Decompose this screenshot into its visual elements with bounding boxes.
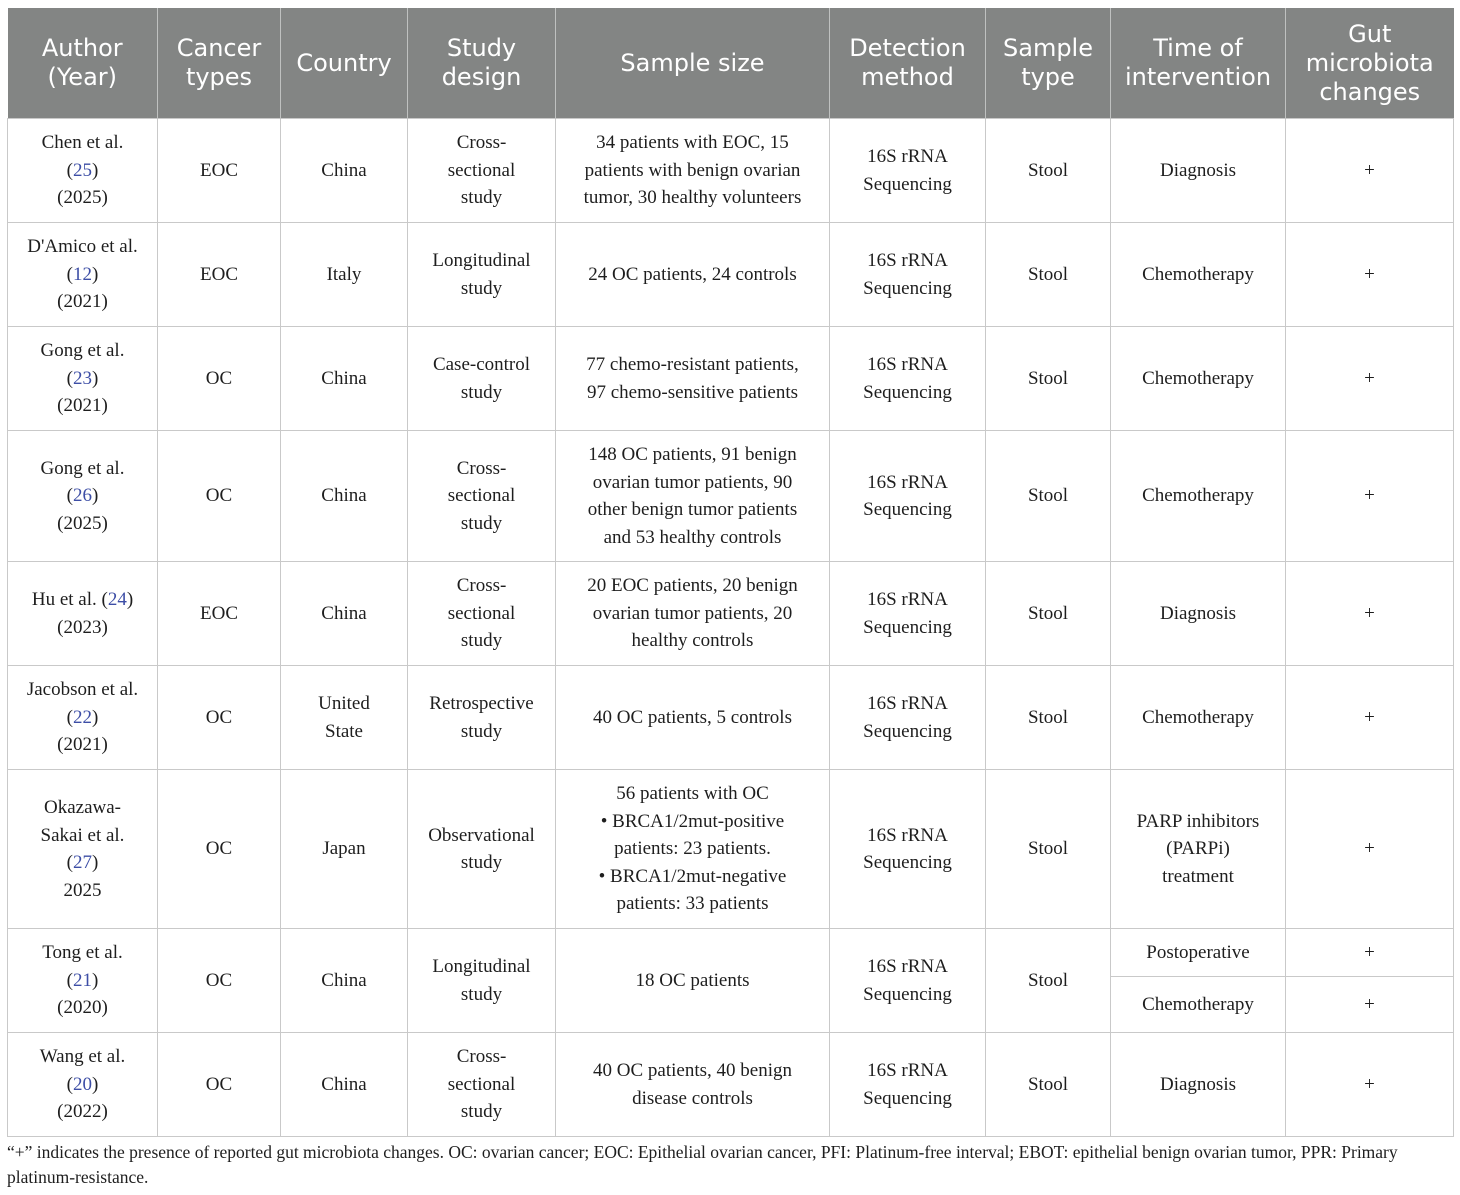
cell-sample-type: Stool: [986, 431, 1111, 562]
cell-detection-method: 16S rRNA Sequencing: [830, 929, 986, 1033]
cell-detection-method: 16S rRNA Sequencing: [830, 327, 986, 431]
cell-sample-size: 20 EOC patients, 20 benign ovarian tumor patients, 20 healthy controls: [556, 562, 830, 666]
cell-gut-microbiota-change: +: [1286, 119, 1454, 223]
cell-time-of-intervention: Chemotherapy: [1111, 223, 1286, 327]
cell-time-of-intervention: Diagnosis: [1111, 1033, 1286, 1137]
cell-study-design: Case-control study: [408, 327, 556, 431]
reference-link[interactable]: 27: [73, 852, 92, 873]
cell-author: Tong et al. (21) (2020): [8, 929, 158, 1033]
cell-gut-microbiota-change: +: [1286, 666, 1454, 770]
cell-cancer-type: OC: [158, 666, 281, 770]
cell-cancer-type: EOC: [158, 119, 281, 223]
cell-sample-size: 18 OC patients: [556, 929, 830, 1033]
cell-study-design: Longitudinal study: [408, 223, 556, 327]
cell-cancer-type: OC: [158, 929, 281, 1033]
cell-sample-type: Stool: [986, 327, 1111, 431]
cell-author: Jacobson et al. (22) (2021): [8, 666, 158, 770]
cell-cancer-type: OC: [158, 1033, 281, 1137]
cell-sample-type: Stool: [986, 562, 1111, 666]
header-time-of-intervention: Time of intervention: [1111, 8, 1286, 119]
cell-country: Japan: [281, 770, 408, 929]
cell-sample-size: 40 OC patients, 5 controls: [556, 666, 830, 770]
cell-country: China: [281, 1033, 408, 1137]
cell-sample-type: Stool: [986, 929, 1111, 1033]
header-cancer-types: Cancer types: [158, 8, 281, 119]
cell-sample-type: Stool: [986, 770, 1111, 929]
reference-link[interactable]: 25: [73, 159, 92, 181]
cell-time-of-intervention: Chemotherapy: [1111, 666, 1286, 770]
cell-gut-microbiota-change: +: [1286, 929, 1454, 977]
study-table-container: [7, 8, 1453, 1137]
header-detection-method: Detection method: [830, 8, 986, 119]
cell-country: China: [281, 929, 408, 1033]
table-row: [8, 666, 1454, 770]
studies-table: [7, 8, 1454, 1137]
cell-study-design: Cross- sectional study: [408, 119, 556, 223]
cell-study-design: Cross- sectional study: [408, 431, 556, 562]
cell-cancer-type: OC: [158, 327, 281, 431]
cell-detection-method: 16S rRNA Sequencing: [830, 666, 986, 770]
list-item: • BRCA1/2mut-negative patients: 33 patients: [598, 865, 787, 915]
cell-author: Wang et al. (20) (2022): [8, 1033, 158, 1137]
cell-sample-type: Stool: [986, 223, 1111, 327]
cell-sample-type: Stool: [986, 666, 1111, 770]
reference-link[interactable]: 22: [73, 706, 92, 728]
cell-author: Gong et al. (23) (2021): [8, 327, 158, 431]
table-row: [8, 327, 1454, 431]
table-row: [8, 1033, 1454, 1137]
cell-gut-microbiota-change: +: [1286, 223, 1454, 327]
cell-sample-type: Stool: [986, 119, 1111, 223]
cell-author: Gong et al. (26) (2025): [8, 431, 158, 562]
header-author-year: Author (Year): [8, 8, 158, 119]
list-item: • BRCA1/2mut-positive patients: 23 patients.: [600, 810, 785, 860]
cell-author: D'Amico et al. (12) (2021): [8, 223, 158, 327]
cell-cancer-type: EOC: [158, 562, 281, 666]
header-country: Country: [281, 8, 408, 119]
cell-gut-microbiota-change: +: [1286, 977, 1454, 1033]
cell-time-of-intervention: Postoperative: [1111, 929, 1286, 977]
cell-detection-method: 16S rRNA Sequencing: [830, 431, 986, 562]
reference-link[interactable]: 23: [73, 367, 92, 389]
table-row: [8, 119, 1454, 223]
cell-study-design: Cross- sectional study: [408, 562, 556, 666]
cell-sample-size: 77 chemo-resistant patients, 97 chemo-sensitive patients: [556, 327, 830, 431]
table-row: [8, 562, 1454, 666]
cell-author: Hu et al. (24) (2023): [8, 562, 158, 666]
cell-time-of-intervention: Diagnosis: [1111, 562, 1286, 666]
cell-sample-size: 34 patients with EOC, 15 patients with benign ovarian tumor, 30 healthy volunteers: [556, 119, 830, 223]
cell-study-design: Observational study: [408, 770, 556, 929]
cell-gut-microbiota-change: +: [1286, 327, 1454, 431]
cell-time-of-intervention: PARP inhibitors (PARPi) treatment: [1111, 770, 1286, 929]
cell-sample-size: 24 OC patients, 24 controls: [556, 223, 830, 327]
cell-study-design: Longitudinal study: [408, 929, 556, 1033]
reference-link[interactable]: 12: [73, 263, 92, 285]
cell-cancer-type: OC: [158, 770, 281, 929]
cell-detection-method: 16S rRNA Sequencing: [830, 119, 986, 223]
cell-country: China: [281, 119, 408, 223]
cell-sample-type: Stool: [986, 1033, 1111, 1137]
cell-country: China: [281, 327, 408, 431]
cell-detection-method: 16S rRNA Sequencing: [830, 223, 986, 327]
table-row: [8, 770, 1454, 929]
cell-study-design: Retrospective study: [408, 666, 556, 770]
cell-sample-size: 148 OC patients, 91 benign ovarian tumor patients, 90 other benign tumor patients and 53 healthy controls: [556, 431, 830, 562]
cell-author: Okazawa- Sakai et al. (27) 2025: [8, 770, 158, 929]
cell-sample-size: 56 patients with OC • BRCA1/2mut-positive patients: 23 patients. • BRCA1/2mut-negative patients: 33 patients: [556, 770, 830, 929]
header-gut-microbiota-changes: Gut microbiota changes: [1286, 8, 1454, 119]
cell-country: United State: [281, 666, 408, 770]
reference-link[interactable]: 24: [107, 589, 127, 610]
cell-gut-microbiota-change: +: [1286, 431, 1454, 562]
cell-author: Chen et al. (25) (2025): [8, 119, 158, 223]
cell-detection-method: 16S rRNA Sequencing: [830, 770, 986, 929]
cell-time-of-intervention: Chemotherapy: [1111, 977, 1286, 1033]
header-sample-type: Sample type: [986, 8, 1111, 119]
cell-cancer-type: OC: [158, 431, 281, 562]
cell-country: China: [281, 431, 408, 562]
cell-study-design: Cross- sectional study: [408, 1033, 556, 1137]
cell-time-of-intervention: Chemotherapy: [1111, 327, 1286, 431]
cell-detection-method: 16S rRNA Sequencing: [830, 562, 986, 666]
table-row: [8, 929, 1454, 977]
cell-country: Italy: [281, 223, 408, 327]
header-sample-size: Sample size: [556, 8, 830, 119]
cell-country: China: [281, 562, 408, 666]
table-row: [8, 431, 1454, 562]
sample-bullet-list: [562, 808, 823, 918]
cell-gut-microbiota-change: +: [1286, 562, 1454, 666]
cell-gut-microbiota-change: +: [1286, 1033, 1454, 1137]
header-row: [8, 8, 1454, 119]
table-row: [8, 223, 1454, 327]
header-study-design: Study design: [408, 8, 556, 119]
reference-link[interactable]: 20: [73, 1073, 92, 1095]
cell-detection-method: 16S rRNA Sequencing: [830, 1033, 986, 1137]
cell-time-of-intervention: Diagnosis: [1111, 119, 1286, 223]
cell-time-of-intervention: Chemotherapy: [1111, 431, 1286, 562]
table-footnote: “+” indicates the presence of reported gut microbiota changes. OC: ovarian cancer; EOC: Epithelial ovarian cancer, PFI: Platinum-free interval; EBOT: epithelial benign ovarian tumor, PPR: Primary platinum-resistance.: [7, 1142, 1398, 1187]
reference-link[interactable]: 26: [73, 485, 92, 507]
cell-cancer-type: EOC: [158, 223, 281, 327]
reference-link[interactable]: 21: [73, 969, 92, 991]
cell-sample-size: 40 OC patients, 40 benign disease controls: [556, 1033, 830, 1137]
cell-gut-microbiota-change: +: [1286, 770, 1454, 929]
